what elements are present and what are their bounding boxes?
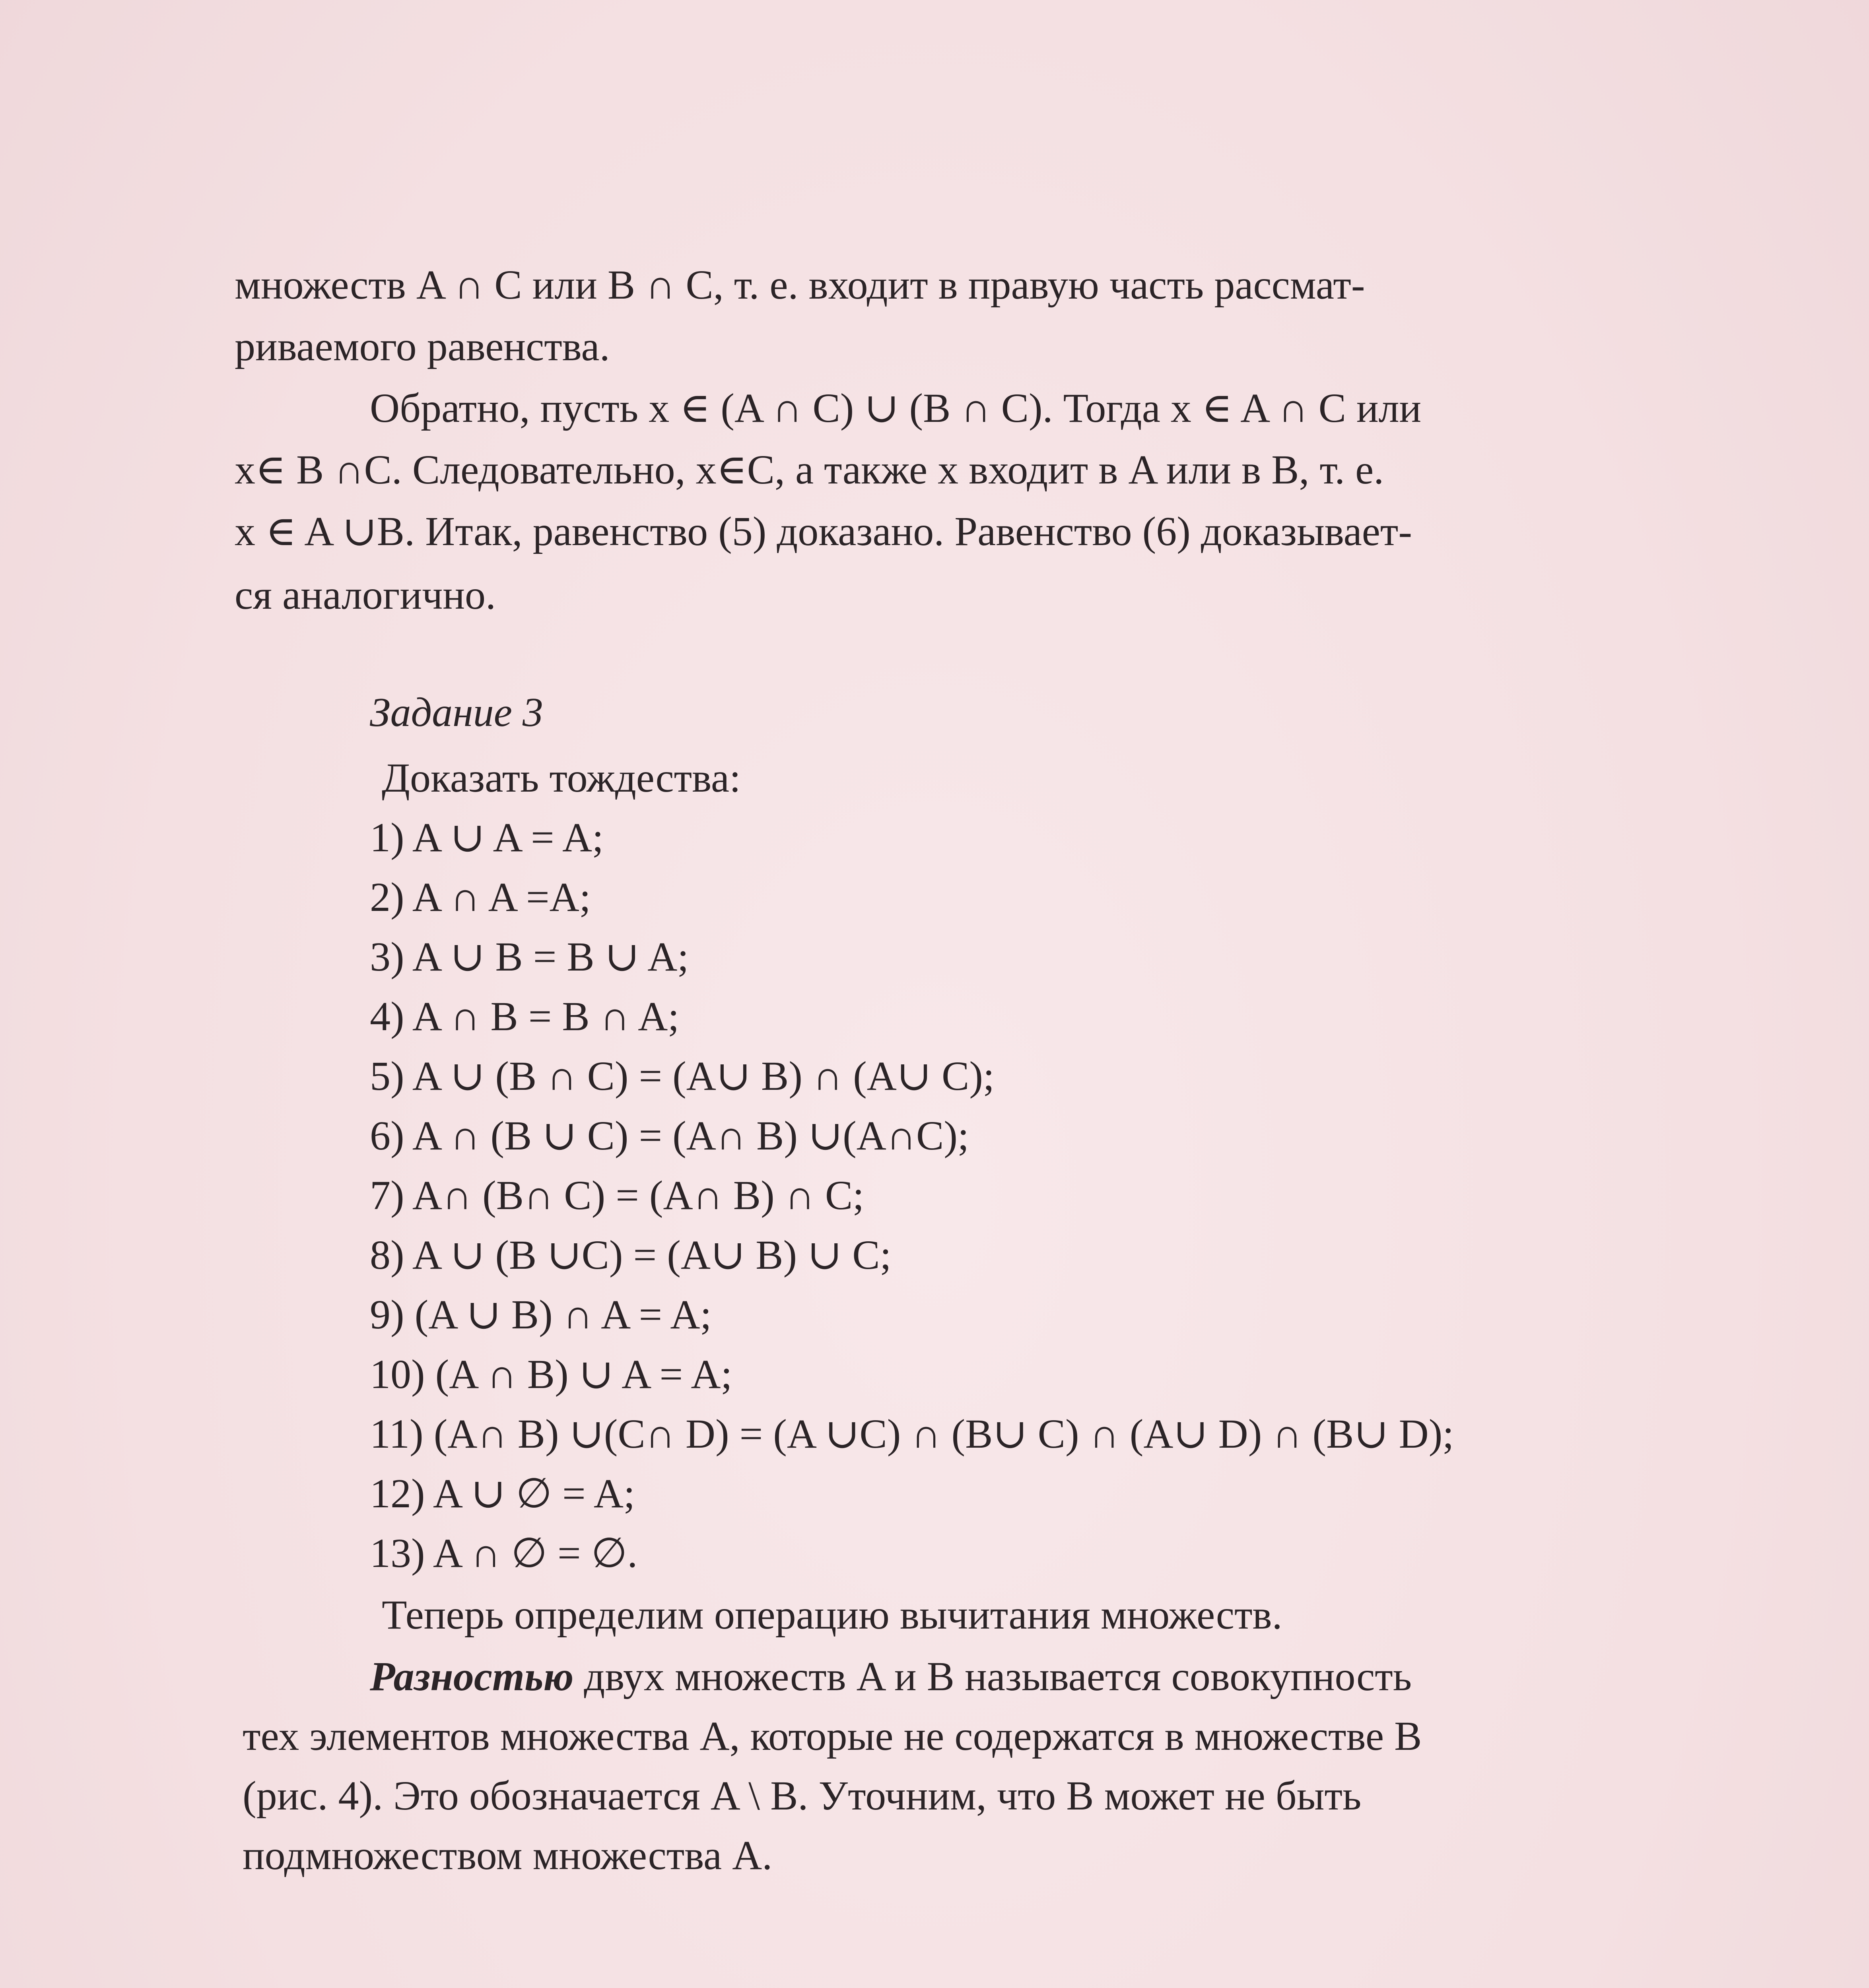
text-line: (рис. 4). Это обозначается A \ B. Уточним, что B может не быть	[243, 1773, 1362, 1819]
identity-item: 10) (A ∩ B) ∪ A = A;	[370, 1351, 732, 1397]
text-line: x∈ B ∩C. Следовательно, x∈C, а также x входит в A или в B, т. е.	[235, 447, 1384, 493]
text-line: тех элементов множества A, которые не содержатся в множестве B	[243, 1713, 1422, 1759]
text-line: Обратно, пусть x ∈ (A ∩ C) ∪ (B ∩ C). Тогда x ∈ A ∩ C или	[370, 385, 1422, 431]
identity-item: 8) A ∪ (B ∪C) = (A∪ B) ∪ C;	[370, 1232, 892, 1278]
identity-item: 6) A ∩ (B ∪ C) = (A∩ B) ∪(A∩C);	[370, 1113, 969, 1159]
task-title: Задание 3	[370, 689, 543, 735]
text-line: Теперь определим операцию вычитания множеств.	[382, 1592, 1282, 1638]
identity-item: 1) A ∪ A = A;	[370, 815, 604, 860]
text-line: подмножеством множества A.	[243, 1833, 773, 1878]
identity-item: 7) A∩ (B∩ C) = (A∩ B) ∩ C;	[370, 1173, 865, 1218]
identity-item: 5) A ∪ (B ∩ C) = (A∪ B) ∩ (A∪ C);	[370, 1053, 995, 1099]
definition-text: двух множеств A и B называется совокупность	[573, 1654, 1412, 1699]
identity-item: 13) A ∩ ∅ = ∅.	[370, 1530, 638, 1576]
defined-term: Разностью	[370, 1654, 574, 1699]
identity-item: 9) (A ∪ B) ∩ A = A;	[370, 1292, 712, 1338]
identity-item: 12) A ∪ ∅ = A;	[370, 1471, 635, 1516]
text-line: риваемого равенства.	[235, 324, 610, 369]
text-line: x ∈ A ∪B. Итак, равенство (5) доказано. Равенство (6) доказывает-	[235, 509, 1412, 554]
identity-item: 4) A ∩ B = B ∩ A;	[370, 994, 680, 1039]
text-line: ся аналогично.	[235, 572, 496, 618]
identity-item: 11) (A∩ B) ∪(C∩ D) = (A ∪C) ∩ (B∪ C) ∩ (A∪ D) ∩ (B∪ D);	[370, 1411, 1454, 1457]
text-line: множеств A ∩ C или B ∩ C, т. е. входит в правую часть рассмат-	[235, 262, 1365, 308]
identity-item: 2) A ∩ A =A;	[370, 874, 591, 920]
task-intro: Доказать тождества:	[382, 755, 741, 801]
identity-item: 3) A ∪ B = B ∪ A;	[370, 934, 689, 980]
